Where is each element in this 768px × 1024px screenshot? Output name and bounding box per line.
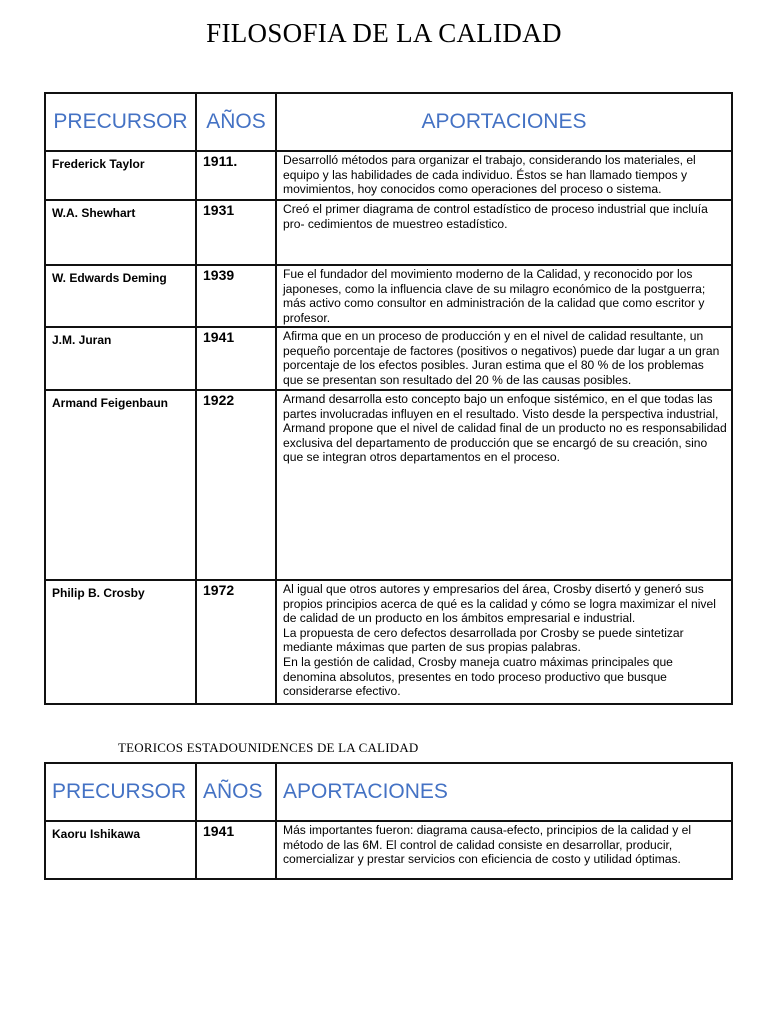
- header-contributions: APORTACIONES: [276, 763, 732, 821]
- precursors-table: [44, 92, 733, 705]
- header-contributions: APORTACIONES: [276, 93, 732, 151]
- precursor-name: Philip B. Crosby: [45, 580, 196, 704]
- precursor-contribution: Creó el primer diagrama de control estadístico de proceso industrial que incluía pro- cedimientos de muestreo estadístico.: [276, 200, 732, 265]
- precursor-contribution: Desarrolló métodos para organizar el trabajo, considerando los materiales, el equipo y las habilidades de cada individuo. Éstos se han llamado tiempos y movimientos, hoy conocidos como operaciones del proceso o sistema.: [276, 151, 732, 200]
- precursor-name: J.M. Juran: [45, 327, 196, 390]
- precursor-year: 1941: [196, 327, 276, 390]
- american-theorists-table: [44, 762, 733, 880]
- precursor-contribution: Más importantes fueron: diagrama causa-efecto, principios de la calidad y el método de las 6M. El control de calidad consiste en desarrollar, producir, comercializar y prestar servicios con eficiencia de costo y utilidad óptimas.: [276, 821, 732, 879]
- header-precursor: PRECURSOR: [45, 93, 196, 151]
- table-row: [45, 327, 732, 390]
- precursor-name: Armand Feigenbaun: [45, 390, 196, 580]
- header-years: AÑOS: [196, 93, 276, 151]
- precursor-name: W. Edwards Deming: [45, 265, 196, 327]
- table-row: [45, 265, 732, 327]
- precursor-contribution: Fue el fundador del movimiento moderno de la Calidad, y reconocido por los japoneses, como la influencia clave de su milagro económico de la postguerra; más activo como consultor en administración de la calidad que como escritor y profesor.: [276, 265, 732, 327]
- table-header-row: [45, 93, 732, 151]
- precursor-contribution: Afirma que en un proceso de producción y en el nivel de calidad resultante, un pequeño porcentaje de factores (positivos o negativos) puede dar lugar a un gran porcentaje de los efectos posibles. Juran estima que el 80 % de los problemas que se presentan son resultado del 20 % de las causas posibles.: [276, 327, 732, 390]
- precursor-name: Frederick Taylor: [45, 151, 196, 200]
- precursor-year: 1922: [196, 390, 276, 580]
- page-title: FILOSOFIA DE LA CALIDAD: [206, 18, 562, 48]
- precursor-year: 1941: [196, 821, 276, 879]
- precursor-name: W.A. Shewhart: [45, 200, 196, 265]
- header-precursor: PRECURSOR: [45, 763, 196, 821]
- table-row: [45, 821, 732, 879]
- section-subtitle: TEORICOS ESTADOUNIDENCES DE LA CALIDAD: [118, 740, 419, 755]
- table-row: [45, 390, 732, 580]
- precursor-year: 1972: [196, 580, 276, 704]
- precursor-contribution: Armand desarrolla esto concepto bajo un enfoque sistémico, en el que todas las partes involucradas influyen en el resultado. Visto desde la perspectiva industrial, Armand propone que el nivel de calidad final de un producto no es responsabilidad exclusiva del departamento de producción que se encargó de su creación, sino que se integran otros departamentos en el proceso.: [276, 390, 732, 580]
- precursor-year: 1911.: [196, 151, 276, 200]
- table-header-row: [45, 763, 732, 821]
- precursor-name: Kaoru Ishikawa: [45, 821, 196, 879]
- table-row: [45, 200, 732, 265]
- precursor-contribution: Al igual que otros autores y empresarios del área, Crosby disertó y generó sus propios principios acerca de qué es la calidad y cómo se logra maximizar el nivel de calidad de un producto en los ámbitos empresarial e industrial. La propuesta de cero defectos desarrollada por Crosby se puede sintetizar mediante máximas que parten de sus propias palabras. En la gestión de calidad, Crosby maneja cuatro máximas principales que denomina absolutos, presentes en todo proceso productivo que busque considerarse efectivo.: [276, 580, 732, 704]
- header-years: AÑOS: [196, 763, 276, 821]
- precursor-year: 1931: [196, 200, 276, 265]
- precursor-year: 1939: [196, 265, 276, 327]
- table-row: [45, 580, 732, 704]
- table-row: [45, 151, 732, 200]
